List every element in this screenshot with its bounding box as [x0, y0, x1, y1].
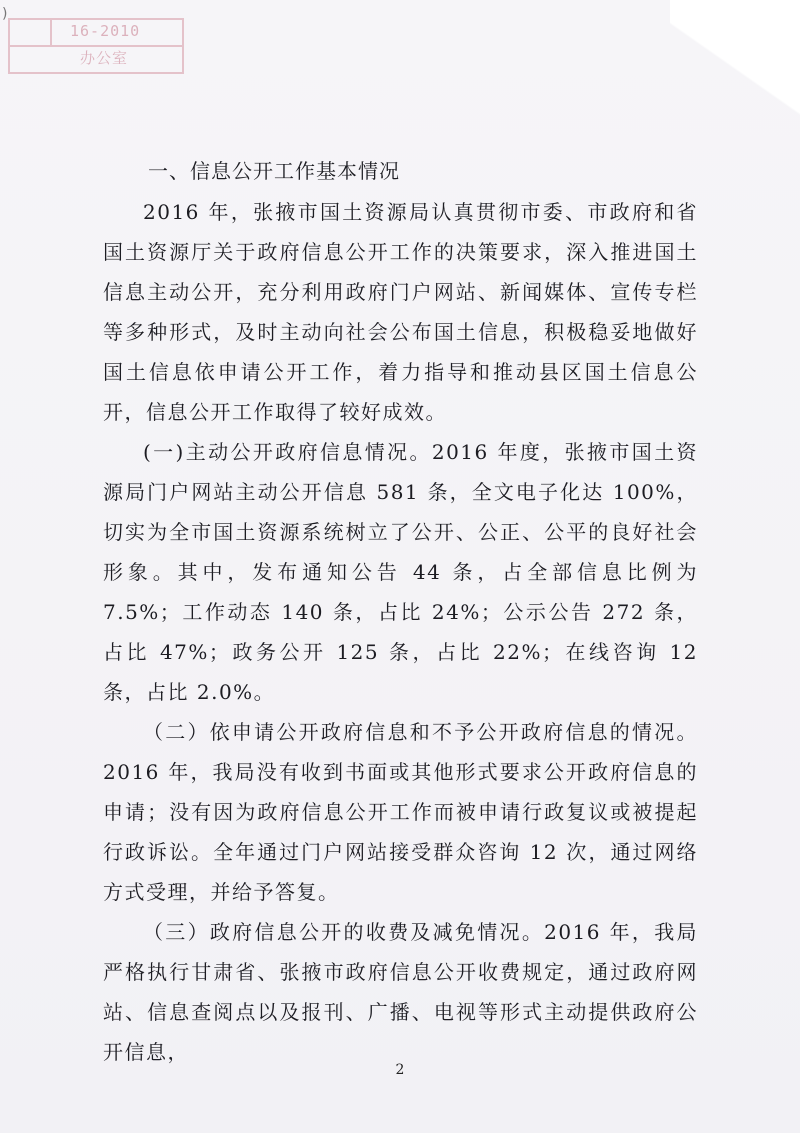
paragraph-fees: （三）政府信息公开的收费及减免情况。2016 年，我局严格执行甘肃省、张掖市政府信息公开收费规定，通过政府网站、信息查阅点以及报刊、广播、电视等形式主动提供政府公开信息，: [103, 920, 698, 1064]
paragraph-proactive-disclosure: (一)主动公开政府信息情况。2016 年度，张掖市国土资源局门户网站主动公开信息 581 条，全文电子化达 100%，切实为全市国土资源系统树立了公开、公正、公平的良好社会形象。其中，发布通知公告 44 条，占全部信息比例为 7.5%；工作动态 140 条，占比 24%；公示公告 272 条，占比 47%；政务公开 125 条，占比 22%；在线咨询 12 条，占比 2.0%。: [103, 440, 698, 704]
stamp-cell: [50, 20, 52, 46]
corner-mark: ): [2, 6, 8, 22]
section-heading: 一、信息公开工作基本情况: [148, 159, 400, 183]
received-stamp: [8, 18, 184, 74]
paragraph-application-disclosure: （二）依申请公开政府信息和不予公开政府信息的情况。2016 年，我局没有收到书面或其他形式要求公开政府信息的申请；没有因为政府信息公开工作而被申请行政复议或被提起行政诉讼。全年通过门户网站接受群众咨询 12 次，通过网络方式受理，并给予答复。: [103, 720, 698, 904]
page-corner-fold: [670, 0, 800, 160]
stamp-line-1: 16-2010: [70, 22, 141, 40]
paragraph-overview: 2016 年，张掖市国土资源局认真贯彻市委、市政府和省国土资源厅关于政府信息公开工作的决策要求，深入推进国土信息主动公开，充分利用政府门户网站、新闻媒体、宣传专栏等多种形式，及时主动向社会公布国土信息，积极稳妥地做好国土信息依申请公开工作，着力指导和推动县区国土信息公开，信息公开工作取得了较好成效。: [103, 200, 698, 424]
document-body: [103, 150, 698, 1072]
page-number: 2: [395, 1062, 405, 1078]
stamp-line-2: 办公室: [80, 49, 129, 67]
